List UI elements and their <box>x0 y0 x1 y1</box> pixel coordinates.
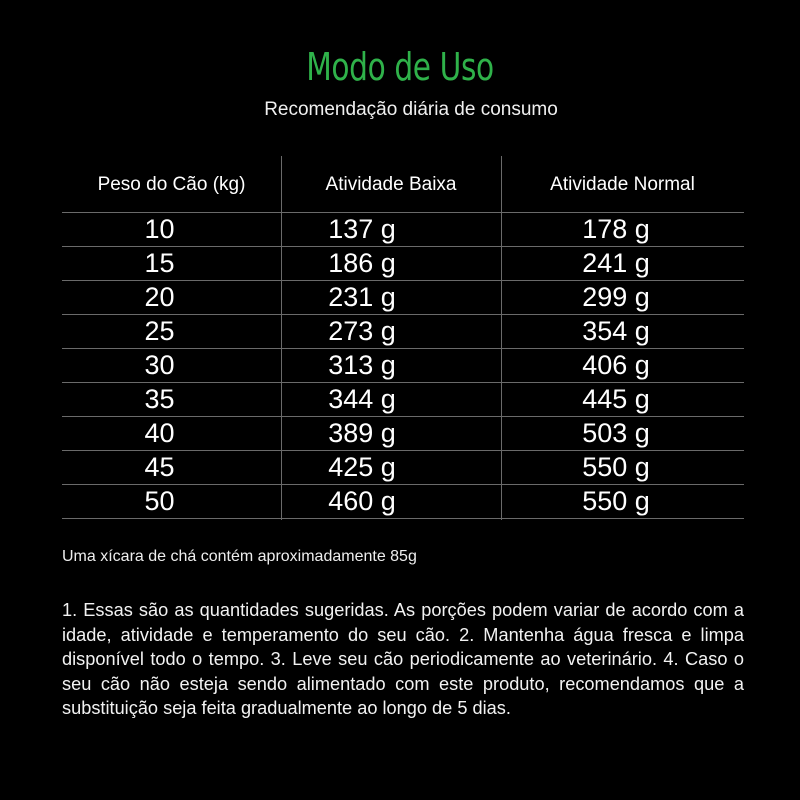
cell-weight: 30 <box>144 350 175 380</box>
instructions-paragraph: 1. Essas são as quantidades sugeridas. As porções podem variar de acordo com a idade, atividade e temperamento do seu cão. 2. Mantenha água fresca e limpa disponível todo o tempo. 3. Leve seu cão periodicamente ao veterinário. 4. Caso o seu cão não esteja sendo alimentado com este produto, recomendamos que a substituição seja feita gradualmente ao longo de 5 dias. <box>62 600 744 718</box>
cell-normal-activity: 178 g <box>582 214 650 244</box>
cell-low-activity: 389 g <box>328 418 396 448</box>
table-bottom-rule <box>62 518 744 519</box>
cell-low-activity: 425 g <box>328 452 396 482</box>
cell-normal-activity: 503 g <box>582 418 650 448</box>
cell-normal-activity: 445 g <box>582 384 650 414</box>
cell-weight: 40 <box>144 418 175 448</box>
cell-weight: 15 <box>144 248 175 278</box>
cell-normal-activity: 406 g <box>582 350 650 380</box>
header-normal-activity: Atividade Normal <box>550 174 695 195</box>
cell-normal-activity: 550 g <box>582 486 650 516</box>
cell-low-activity: 460 g <box>328 486 396 516</box>
dosage-table <box>62 156 744 520</box>
page-subtitle: Recomendação diária de consumo <box>264 99 558 120</box>
cell-normal-activity: 550 g <box>582 452 650 482</box>
cup-note: Uma xícara de chá contém aproximadamente 85g <box>62 548 417 565</box>
cell-weight: 45 <box>144 452 175 482</box>
cell-normal-activity: 241 g <box>582 248 650 278</box>
cell-low-activity: 313 g <box>328 350 396 380</box>
cell-low-activity: 137 g <box>328 214 396 244</box>
cell-weight: 25 <box>144 316 175 346</box>
page-title: Modo de Uso <box>306 45 494 89</box>
cell-normal-activity: 299 g <box>582 282 650 312</box>
cell-low-activity: 273 g <box>328 316 396 346</box>
cell-weight: 10 <box>144 214 175 244</box>
cell-weight: 35 <box>144 384 175 414</box>
cell-low-activity: 344 g <box>328 384 396 414</box>
cell-normal-activity: 354 g <box>582 316 650 346</box>
cell-weight: 50 <box>144 486 175 516</box>
cell-weight: 20 <box>144 282 175 312</box>
cell-low-activity: 186 g <box>328 248 396 278</box>
cell-low-activity: 231 g <box>328 282 396 312</box>
header-weight: Peso do Cão (kg) <box>97 174 246 195</box>
header-low-activity: Atividade Baixa <box>325 174 457 195</box>
